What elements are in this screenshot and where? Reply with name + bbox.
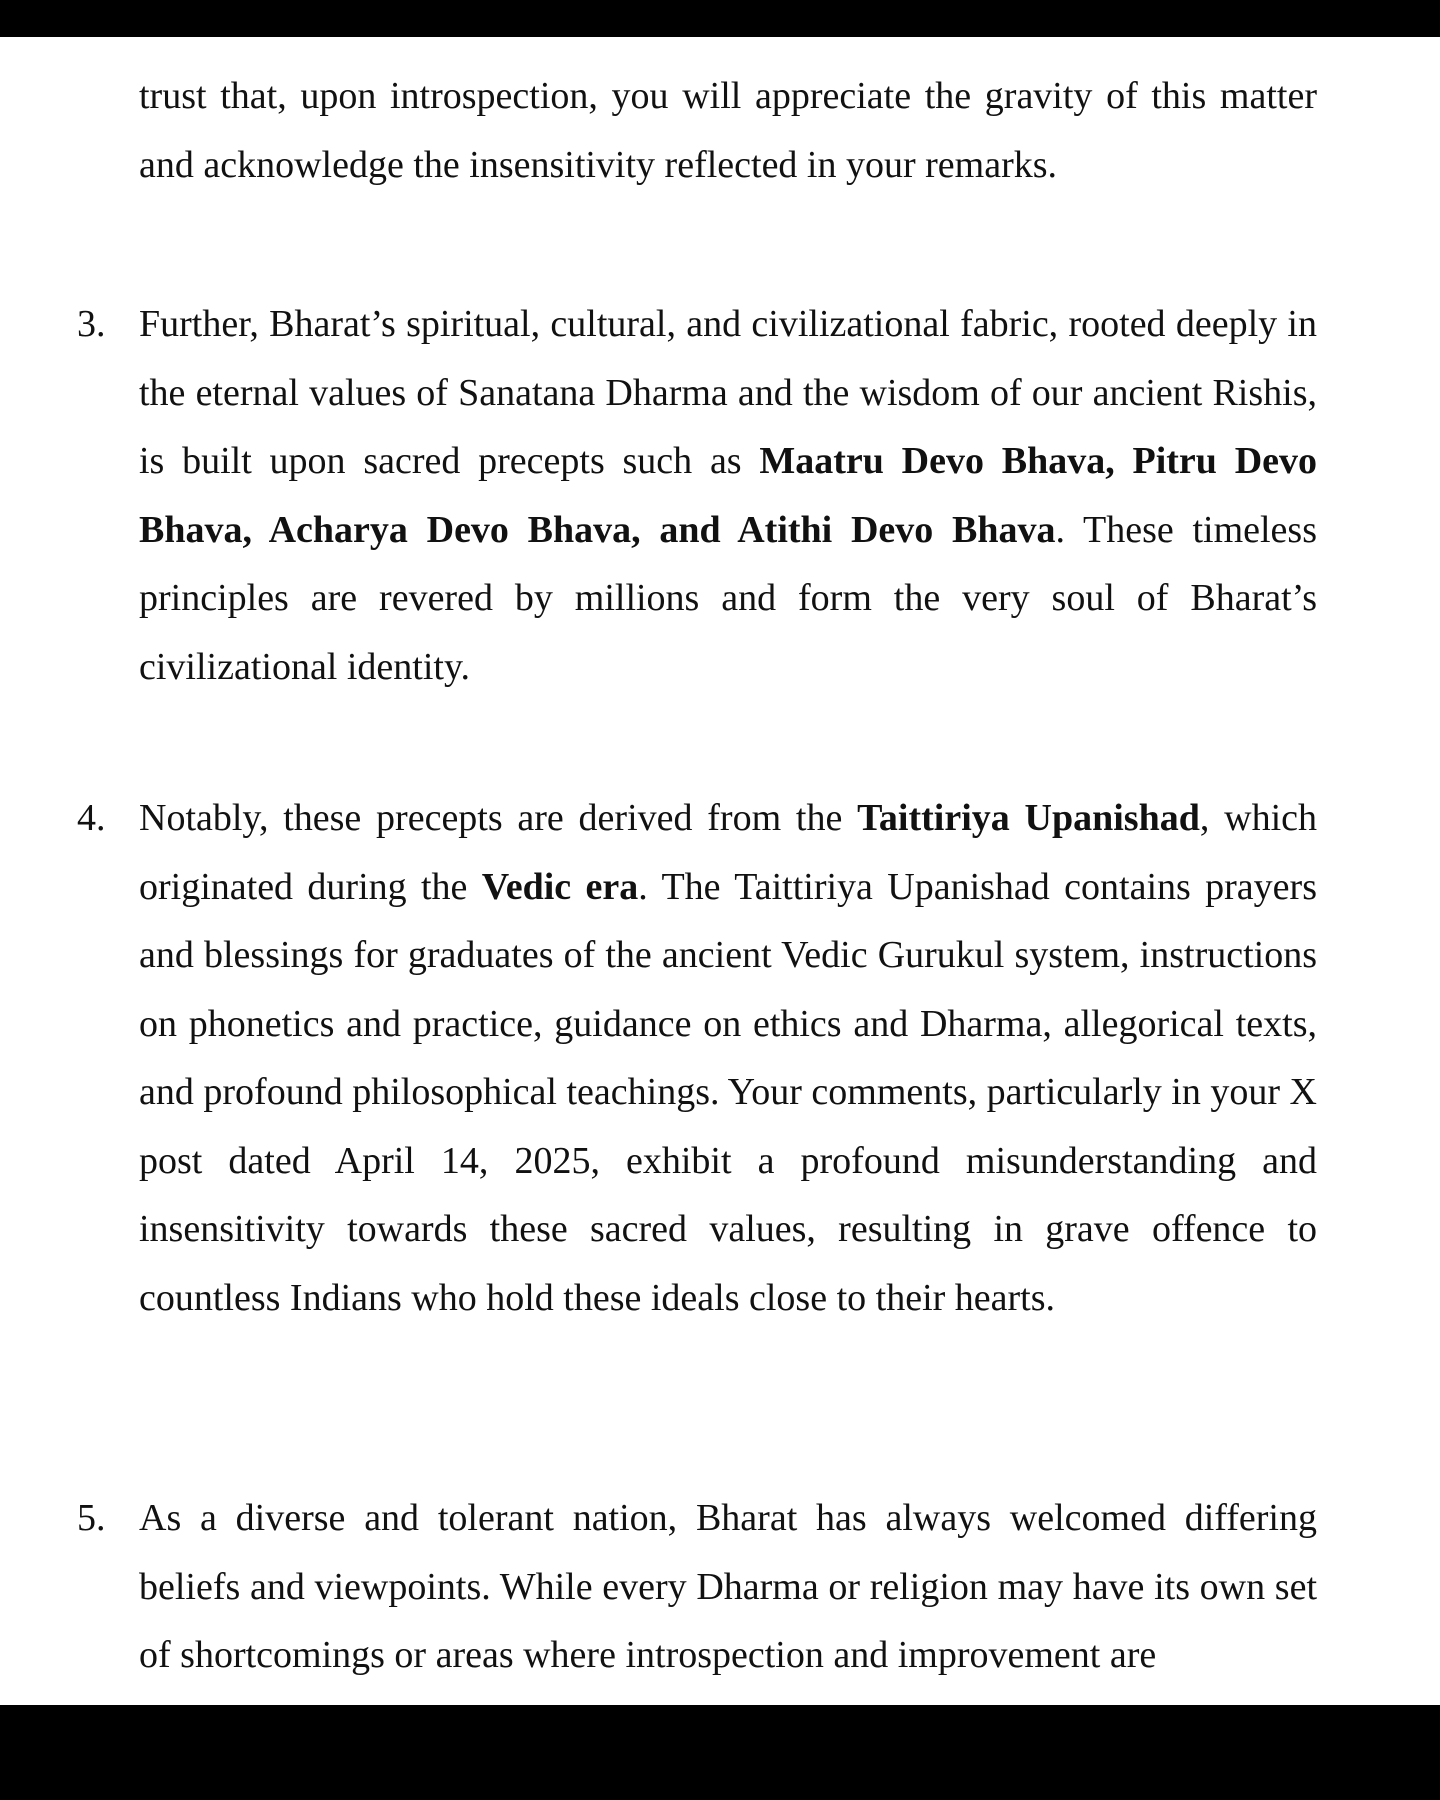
paragraph-3-text: Further, Bharat’s spiritual, cultural, and civilizational fabric, rooted deeply in the eternal values of Sanatana Dharma and the wisdom of our ancient Rishis, is built upon sacred precepts such as [139, 303, 1317, 482]
paragraph-4 [139, 784, 1317, 1332]
paragraph-4-text-2: , which originated during the [139, 797, 1317, 908]
bottom-black-bar [0, 1705, 1440, 1800]
paragraph-4-bold-upanishad: Taittiriya Upanishad [857, 797, 1200, 839]
item-number-3: 3. [77, 303, 106, 345]
paragraph-3-text-end: . These timeless principles are revered by millions and form the very soul of Bharat’s civilizational identity. [139, 508, 1317, 688]
item-number-5: 5. [77, 1497, 106, 1539]
top-black-bar [0, 0, 1440, 37]
paragraph-4-text: Notably, these precepts are derived from the [139, 797, 858, 839]
paragraph-4-text-end: . The Taittiriya Upanishad contains prayers and blessings for graduates of the ancient Vedic Gurukul system, instructions on phonetics and practice, guidance on ethics and Dharma, allegorical texts, and profound philosophical teachings. Your comments, particularly in your X post dated April 14, 2025, exhibit a profound misunderstanding and insensitivity towards these sacred values, resulting in grave offence to countless Indians who hold these ideals close to their hearts. [139, 865, 1317, 1319]
item-number-4: 4. [77, 797, 106, 839]
paragraph-4-bold-vedic-era: Vedic era [481, 865, 639, 908]
continued-paragraph: trust that, upon introspection, you will appreciate the gravity of this matter and acknowledge the insensitivity reflected in your remarks. [139, 75, 1317, 186]
paragraph-5-text: As a diverse and tolerant nation, Bharat has always welcomed differing beliefs and viewpoints. While every Dharma or religion may have its own set of shortcomings or areas where introspection and improvement are [139, 1497, 1317, 1676]
paragraph-5 [139, 1484, 1317, 1690]
paragraph-3 [139, 290, 1317, 701]
document-page[interactable] [0, 37, 1440, 1705]
paragraph-3-bold-precepts: Maatru Devo Bhava, Pitru Devo Bhava, Acharya Devo Bhava, and Atithi Devo Bhava [139, 440, 1318, 551]
